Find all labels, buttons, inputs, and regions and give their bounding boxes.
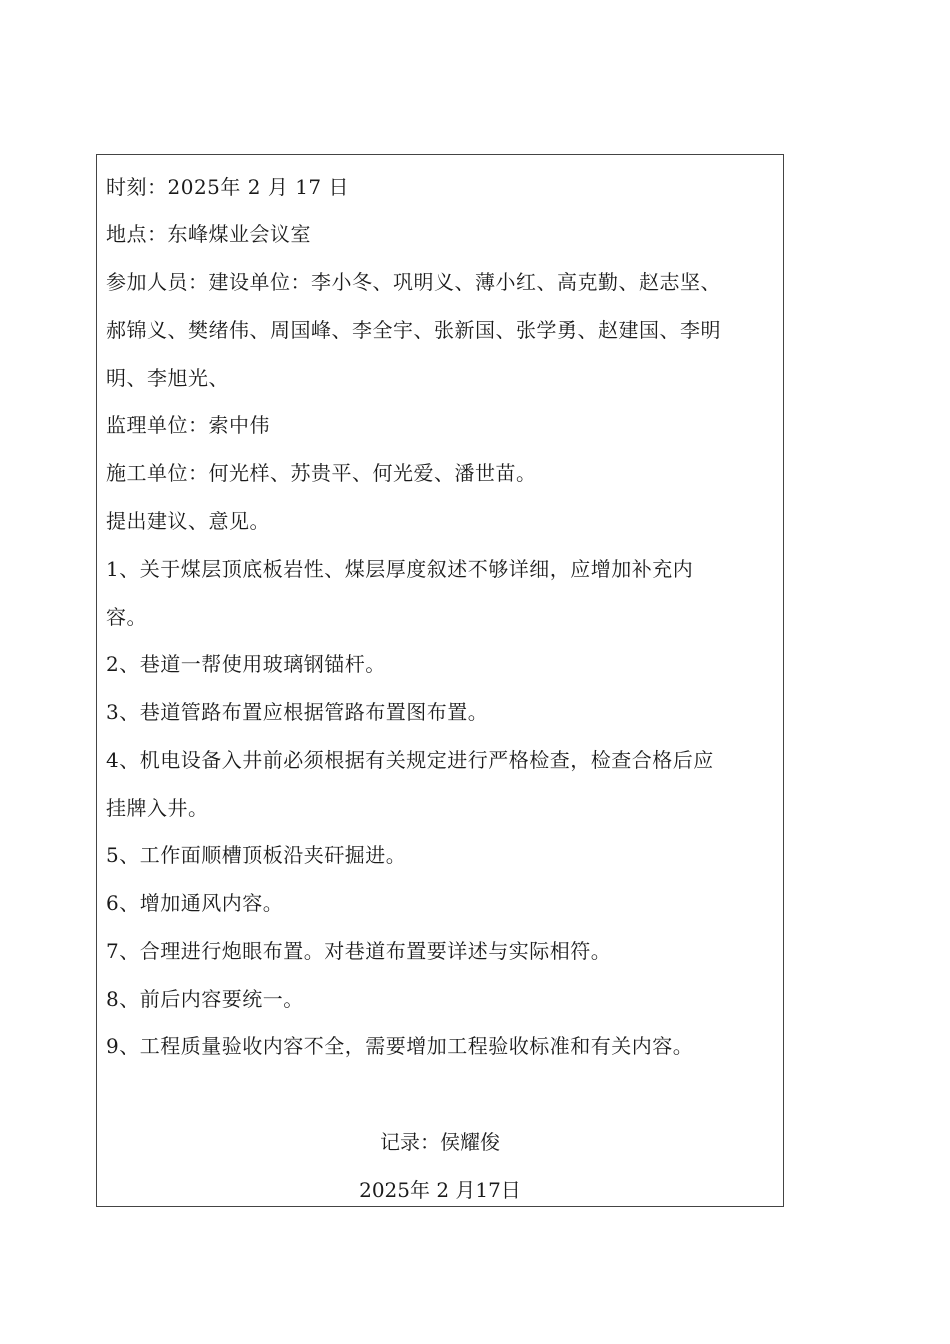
supervisor-unit: 监理单位：索中伟 bbox=[106, 413, 270, 437]
record-date: 2025年 2 月17日 bbox=[359, 1178, 521, 1202]
attendees-line-2: 郝锦义、樊绪伟、周国峰、李全宇、张新国、张学勇、赵建国、李明 bbox=[106, 318, 721, 342]
suggestion-item-7: 7、合理进行炮眼布置。对巷道布置要详述与实际相符。 bbox=[106, 939, 612, 963]
meeting-minutes-box bbox=[96, 154, 784, 1207]
suggestion-item-1-line-1: 1、关于煤层顶底板岩性、煤层厚度叙述不够详细，应增加补充内 bbox=[106, 557, 694, 581]
suggestion-item-4-line-1: 4、机电设备入井前必须根据有关规定进行严格检查，检查合格后应 bbox=[106, 748, 714, 772]
meeting-location: 地点：东峰煤业会议室 bbox=[106, 222, 311, 246]
suggestion-item-5: 5、工作面顺槽顶板沿夹矸掘进。 bbox=[106, 843, 407, 867]
meeting-time: 时刻：2025年 2 月 17 日 bbox=[106, 175, 350, 199]
recorder-signature: 记录：侯耀俊 bbox=[380, 1130, 500, 1154]
suggestion-item-9: 9、工程质量验收内容不全，需要增加工程验收标准和有关内容。 bbox=[106, 1034, 694, 1058]
suggestion-item-1-line-2: 容。 bbox=[106, 605, 147, 629]
attendees-line-1: 参加人员：建设单位：李小冬、巩明义、薄小红、高克勤、赵志坚、 bbox=[106, 270, 721, 294]
attendees-line-3: 明、李旭光、 bbox=[106, 366, 229, 390]
suggestion-item-6: 6、增加通风内容。 bbox=[106, 891, 284, 915]
suggestion-item-4-line-2: 挂牌入井。 bbox=[106, 796, 209, 820]
contractor-unit: 施工单位：何光样、苏贵平、何光爱、潘世苗。 bbox=[106, 461, 537, 485]
suggestion-item-2: 2、巷道一帮使用玻璃钢锚杆。 bbox=[106, 652, 386, 676]
suggestion-item-8: 8、前后内容要统一。 bbox=[106, 987, 304, 1011]
suggestions-heading: 提出建议、意见。 bbox=[106, 509, 270, 533]
suggestion-item-3: 3、巷道管路布置应根据管路布置图布置。 bbox=[106, 700, 489, 724]
